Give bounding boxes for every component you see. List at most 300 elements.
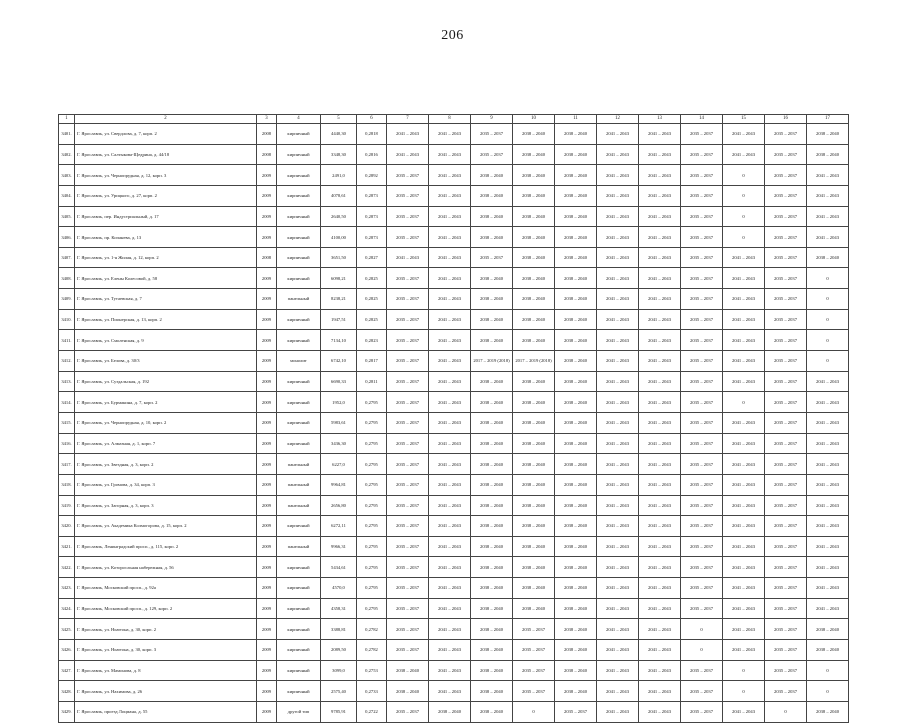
table-cell: 2041 – 2043 bbox=[807, 433, 849, 454]
table-cell: 2038 – 2040 bbox=[471, 598, 513, 619]
table-cell: 2009 bbox=[257, 165, 277, 186]
table-row bbox=[59, 247, 849, 268]
table-cell: 0,2795 bbox=[357, 578, 387, 599]
table-cell: 2035 – 2037 bbox=[513, 619, 555, 640]
table-cell: 3429. bbox=[59, 701, 75, 722]
table-cell: 0,2782 bbox=[357, 640, 387, 661]
table-cell: 2041 – 2043 bbox=[723, 578, 765, 599]
table-cell: 2035 – 2037 bbox=[765, 247, 807, 268]
table-cell: 2035 – 2037 bbox=[471, 247, 513, 268]
table-cell: кирпичный bbox=[277, 578, 321, 599]
table-cell: 2041 – 2043 bbox=[807, 371, 849, 392]
table-row bbox=[59, 474, 849, 495]
table-cell: 2035 – 2037 bbox=[765, 206, 807, 227]
table-cell: 3427. bbox=[59, 660, 75, 681]
table-cell: 0,2782 bbox=[357, 619, 387, 640]
table-cell: 2009 bbox=[257, 474, 277, 495]
table-cell: 2035 – 2037 bbox=[765, 144, 807, 165]
table-cell: 2009 bbox=[257, 392, 277, 413]
table-cell: 0,2795 bbox=[357, 433, 387, 454]
table-cell: 4100,00 bbox=[321, 227, 357, 248]
table-cell: 2035 – 2037 bbox=[681, 557, 723, 578]
table-cell: 2035 – 2037 bbox=[681, 268, 723, 289]
table-cell: 2041 – 2043 bbox=[639, 660, 681, 681]
table-cell: 0,2795 bbox=[357, 495, 387, 516]
column-header: 14 bbox=[681, 115, 723, 124]
table-cell: 2041 – 2043 bbox=[429, 371, 471, 392]
table-cell: 2041 – 2043 bbox=[429, 660, 471, 681]
table-cell: 2035 – 2037 bbox=[681, 206, 723, 227]
table-cell: 2041 – 2043 bbox=[387, 124, 429, 145]
column-header: 2 bbox=[75, 115, 257, 124]
table-cell: 3406. bbox=[59, 227, 75, 248]
table-cell: 2041 – 2043 bbox=[597, 598, 639, 619]
table-cell: 2008 bbox=[257, 144, 277, 165]
table-cell: 9964,81 bbox=[321, 474, 357, 495]
table-cell: 2038 – 2040 bbox=[513, 227, 555, 248]
table-cell: панельный bbox=[277, 495, 321, 516]
table-cell: 3418. bbox=[59, 474, 75, 495]
table-cell: 3425. bbox=[59, 619, 75, 640]
table-cell: 2038 – 2040 bbox=[513, 124, 555, 145]
table-cell: Г. Ярославль, ул. Салтыкова-Щедрина, д. 44/18 bbox=[75, 144, 257, 165]
table-cell: 2038 – 2040 bbox=[513, 433, 555, 454]
table-cell: 0,2811 bbox=[357, 371, 387, 392]
table-cell: 3421. bbox=[59, 536, 75, 557]
table-cell: 2089,50 bbox=[321, 640, 357, 661]
table-cell: 0,2795 bbox=[357, 598, 387, 619]
table-cell: 2041 – 2043 bbox=[639, 701, 681, 722]
table-cell: Г. Ярославль, ул. Ньютона, д. 30, корп. 2 bbox=[75, 619, 257, 640]
table-cell: 2038 – 2040 bbox=[555, 640, 597, 661]
table-cell: 0,2816 bbox=[357, 144, 387, 165]
table-cell: 2035 – 2037 bbox=[387, 185, 429, 206]
table-row bbox=[59, 330, 849, 351]
table-cell: 2041 – 2043 bbox=[639, 433, 681, 454]
table-cell: 2038 – 2040 bbox=[513, 268, 555, 289]
column-header: 10 bbox=[513, 115, 555, 124]
table-cell: 2035 – 2037 bbox=[681, 185, 723, 206]
table-cell: 3099,0 bbox=[321, 660, 357, 681]
table-cell: 6742,10 bbox=[321, 351, 357, 372]
table-cell: 2041 – 2043 bbox=[639, 495, 681, 516]
table-cell: 2575,40 bbox=[321, 681, 357, 702]
table-cell: 2035 – 2037 bbox=[387, 598, 429, 619]
table-cell: 2041 – 2043 bbox=[639, 371, 681, 392]
table-cell: 2038 – 2040 bbox=[513, 330, 555, 351]
table-cell: 2038 – 2040 bbox=[555, 433, 597, 454]
table-cell: Г. Ярославль, ул. Урицкого, д. 27, корп. 2 bbox=[75, 185, 257, 206]
table-cell: Г. Ярославль, Московский просп., д. 129, корп. 2 bbox=[75, 598, 257, 619]
table-cell: 2038 – 2040 bbox=[555, 227, 597, 248]
table-cell: 0 bbox=[807, 660, 849, 681]
table-cell: 2035 – 2037 bbox=[765, 185, 807, 206]
table-cell: 2035 – 2037 bbox=[513, 681, 555, 702]
table-cell: 2038 – 2040 bbox=[471, 309, 513, 330]
table-cell: 7134,10 bbox=[321, 330, 357, 351]
table-cell: 2035 – 2037 bbox=[387, 289, 429, 310]
table-cell: Г. Ярославль, Московский просп., д. 92а bbox=[75, 578, 257, 599]
table-cell: 2035 – 2037 bbox=[387, 495, 429, 516]
table-cell: 2038 – 2040 bbox=[555, 165, 597, 186]
table-cell: 2041 – 2043 bbox=[639, 412, 681, 433]
table-cell: 2009 bbox=[257, 268, 277, 289]
table-cell: 0 bbox=[723, 392, 765, 413]
table-cell: 2038 – 2040 bbox=[555, 206, 597, 227]
table-cell: кирпичный bbox=[277, 165, 321, 186]
table-cell: Г. Ярославль, ул. 1-я Жилая, д. 12, корп. 2 bbox=[75, 247, 257, 268]
table-cell: 2041 – 2043 bbox=[639, 474, 681, 495]
page-number: 206 bbox=[441, 28, 464, 43]
table-cell: панельный bbox=[277, 289, 321, 310]
table-row bbox=[59, 371, 849, 392]
table-row bbox=[59, 578, 849, 599]
table-cell: 4570,0 bbox=[321, 578, 357, 599]
table-cell: 2035 – 2037 bbox=[681, 701, 723, 722]
table-cell: кирпичный bbox=[277, 144, 321, 165]
table-cell: 2035 – 2037 bbox=[681, 165, 723, 186]
table-cell: 3422. bbox=[59, 557, 75, 578]
table-cell: 2009 bbox=[257, 681, 277, 702]
table-cell: кирпичный bbox=[277, 433, 321, 454]
table-cell: 0,2753 bbox=[357, 660, 387, 681]
table-cell: 0,2827 bbox=[357, 247, 387, 268]
table-cell: 2041 – 2043 bbox=[723, 412, 765, 433]
table-cell: 2041 – 2043 bbox=[807, 185, 849, 206]
table-cell: 2035 – 2037 bbox=[471, 144, 513, 165]
table-cell: Г. Ярославль, ул. Тутаевская, д. 7 bbox=[75, 289, 257, 310]
table-cell: 2035 – 2037 bbox=[387, 433, 429, 454]
table-cell: 6227,0 bbox=[321, 454, 357, 475]
table-cell: 2038 – 2040 bbox=[513, 557, 555, 578]
table-cell: 2038 – 2040 bbox=[555, 330, 597, 351]
table-cell: 2035 – 2037 bbox=[387, 640, 429, 661]
table-cell: 2041 – 2043 bbox=[429, 206, 471, 227]
table-cell: 2041 – 2043 bbox=[807, 227, 849, 248]
table-cell: 2038 – 2040 bbox=[555, 578, 597, 599]
table-row bbox=[59, 392, 849, 413]
table-cell: 0,2722 bbox=[357, 701, 387, 722]
table-row bbox=[59, 412, 849, 433]
table-cell: 2038 – 2040 bbox=[513, 144, 555, 165]
table-cell: 2041 – 2043 bbox=[639, 557, 681, 578]
table-cell: 3408. bbox=[59, 268, 75, 289]
table-row bbox=[59, 124, 849, 145]
table-cell: 2009 bbox=[257, 330, 277, 351]
table-cell: 2038 – 2040 bbox=[471, 516, 513, 537]
table-cell: 2038 – 2040 bbox=[807, 640, 849, 661]
table-cell: 5434,61 bbox=[321, 557, 357, 578]
table-cell: 2035 – 2037 bbox=[765, 371, 807, 392]
table-cell: 0 bbox=[807, 268, 849, 289]
table-cell: 2038 – 2040 bbox=[555, 124, 597, 145]
table-cell: 2009 bbox=[257, 495, 277, 516]
table-cell: 2041 – 2043 bbox=[723, 351, 765, 372]
table-cell: 4078,61 bbox=[321, 185, 357, 206]
table-cell: 2035 – 2037 bbox=[681, 309, 723, 330]
table-cell: 2038 – 2040 bbox=[807, 619, 849, 640]
table-cell: 0,2795 bbox=[357, 557, 387, 578]
table-cell: 2035 – 2037 bbox=[681, 536, 723, 557]
table-cell: 2009 bbox=[257, 185, 277, 206]
table-cell: 2035 – 2037 bbox=[765, 516, 807, 537]
table-cell: 2038 – 2040 bbox=[513, 309, 555, 330]
table-cell: 2035 – 2037 bbox=[765, 660, 807, 681]
table-cell: 0,2825 bbox=[357, 289, 387, 310]
table-cell: 2041 – 2043 bbox=[639, 247, 681, 268]
table-cell: 0 bbox=[513, 701, 555, 722]
table-cell: 0 bbox=[807, 351, 849, 372]
table-cell: 2035 – 2037 bbox=[387, 578, 429, 599]
table-cell: 2035 – 2037 bbox=[765, 412, 807, 433]
table-cell: 2035 – 2037 bbox=[681, 330, 723, 351]
table-cell: 3411. bbox=[59, 330, 75, 351]
table-cell: 2038 – 2040 bbox=[471, 268, 513, 289]
table-cell: кирпичный bbox=[277, 206, 321, 227]
table-cell: 2038 – 2040 bbox=[471, 578, 513, 599]
table-cell: 2035 – 2037 bbox=[765, 268, 807, 289]
table-cell: 2038 – 2040 bbox=[555, 660, 597, 681]
table-cell: 2035 – 2037 bbox=[681, 474, 723, 495]
table-cell: 2035 – 2037 bbox=[765, 495, 807, 516]
table-cell: кирпичный bbox=[277, 557, 321, 578]
table-cell: 0,2795 bbox=[357, 536, 387, 557]
table-cell: 2035 – 2037 bbox=[387, 516, 429, 537]
table-cell: 2035 – 2037 bbox=[387, 557, 429, 578]
table-cell: 2038 – 2040 bbox=[513, 392, 555, 413]
table-cell: 2009 bbox=[257, 371, 277, 392]
table-cell: кирпичный bbox=[277, 247, 321, 268]
table-cell: 2035 – 2037 bbox=[387, 330, 429, 351]
table-cell: 2038 – 2040 bbox=[471, 289, 513, 310]
table-cell: 0 bbox=[765, 701, 807, 722]
table-cell: 2038 – 2040 bbox=[513, 412, 555, 433]
table-body bbox=[59, 124, 849, 723]
table-cell: 2035 – 2037 bbox=[387, 412, 429, 433]
table-cell: 0 bbox=[681, 619, 723, 640]
table-cell: Г. Ярославль, ул. Бурмакина, д. 7, корп. 2 bbox=[75, 392, 257, 413]
table-cell: Г. Ярославль, ул. Громова, д. 34, корп. 3 bbox=[75, 474, 257, 495]
table-cell: 2041 – 2043 bbox=[429, 185, 471, 206]
table-cell: 2041 – 2043 bbox=[429, 392, 471, 413]
table-cell: Г. Ярославль, ул. Загорная, д. 3, корп. 3 bbox=[75, 495, 257, 516]
table-cell: 2038 – 2040 bbox=[387, 681, 429, 702]
table-cell: 2035 – 2037 bbox=[387, 227, 429, 248]
table-cell: 2009 bbox=[257, 598, 277, 619]
table-cell: 2038 – 2040 bbox=[513, 536, 555, 557]
table-cell: 2038 – 2040 bbox=[513, 578, 555, 599]
table-cell: 2038 – 2040 bbox=[471, 701, 513, 722]
table-cell: 2035 – 2037 bbox=[387, 206, 429, 227]
table-cell: 2041 – 2043 bbox=[597, 165, 639, 186]
table-cell: 3388,81 bbox=[321, 619, 357, 640]
table-cell: 2041 – 2043 bbox=[807, 516, 849, 537]
table-cell: 2038 – 2040 bbox=[471, 185, 513, 206]
table-cell: кирпичный bbox=[277, 640, 321, 661]
table-cell: 0,2795 bbox=[357, 474, 387, 495]
table-cell: 2041 – 2043 bbox=[723, 330, 765, 351]
table-cell: 2035 – 2037 bbox=[387, 165, 429, 186]
table-cell: 2041 – 2043 bbox=[597, 474, 639, 495]
table-cell: 2041 – 2043 bbox=[639, 578, 681, 599]
column-header: 4 bbox=[277, 115, 321, 124]
table-cell: 6690,33 bbox=[321, 371, 357, 392]
table-cell: 2041 – 2043 bbox=[597, 124, 639, 145]
table-cell: 2035 – 2037 bbox=[765, 227, 807, 248]
table-cell: Г. Ярославль, ул. Елены Колесовой, д. 58 bbox=[75, 268, 257, 289]
table-cell: 2041 – 2043 bbox=[807, 536, 849, 557]
table-cell: 2038 – 2040 bbox=[555, 454, 597, 475]
table-cell: 2035 – 2037 bbox=[681, 495, 723, 516]
table-cell: 2038 – 2040 bbox=[513, 371, 555, 392]
table-cell: 2009 bbox=[257, 433, 277, 454]
column-header: 13 bbox=[639, 115, 681, 124]
table-cell: 2035 – 2037 bbox=[765, 557, 807, 578]
table-cell: 2041 – 2043 bbox=[807, 412, 849, 433]
table-cell: 2041 – 2043 bbox=[597, 206, 639, 227]
table-cell: 0 bbox=[807, 309, 849, 330]
table-cell: 2041 – 2043 bbox=[597, 433, 639, 454]
table-cell: Г. Ярославль, пер. Индустриальный, д. 17 bbox=[75, 206, 257, 227]
table-cell: 2035 – 2037 bbox=[681, 144, 723, 165]
table-cell: 2038 – 2040 bbox=[555, 185, 597, 206]
table-cell: 3416. bbox=[59, 433, 75, 454]
table-cell: 2038 – 2040 bbox=[471, 536, 513, 557]
table-cell: 2038 – 2040 bbox=[555, 619, 597, 640]
table-cell: 2038 – 2040 bbox=[555, 536, 597, 557]
table-cell: 2041 – 2043 bbox=[387, 247, 429, 268]
table-cell: 2035 – 2037 bbox=[681, 371, 723, 392]
table-row bbox=[59, 227, 849, 248]
table-cell: 2041 – 2043 bbox=[639, 268, 681, 289]
table-cell: 0 bbox=[723, 185, 765, 206]
table-cell: Г. Ярославль, ул. Алмазная, д. 1, корп. 7 bbox=[75, 433, 257, 454]
table-cell: панельный bbox=[277, 474, 321, 495]
table-cell: кирпичный bbox=[277, 124, 321, 145]
table-cell: 3404. bbox=[59, 185, 75, 206]
table-cell: 2035 – 2037 bbox=[387, 536, 429, 557]
table-cell: 2640,50 bbox=[321, 206, 357, 227]
table-cell: 2038 – 2040 bbox=[471, 640, 513, 661]
table-cell: 2038 – 2040 bbox=[555, 268, 597, 289]
table-cell: 2038 – 2040 bbox=[807, 144, 849, 165]
table-cell: 2035 – 2037 bbox=[681, 247, 723, 268]
column-header: 15 bbox=[723, 115, 765, 124]
table-row bbox=[59, 268, 849, 289]
table-cell: 2041 – 2043 bbox=[597, 351, 639, 372]
table-cell: 2041 – 2043 bbox=[807, 495, 849, 516]
table-row bbox=[59, 660, 849, 681]
table-cell: 0,2825 bbox=[357, 268, 387, 289]
table-cell: 3407. bbox=[59, 247, 75, 268]
table-cell: 2035 – 2037 bbox=[765, 474, 807, 495]
table-cell: 3417. bbox=[59, 454, 75, 475]
table-cell: 2041 – 2043 bbox=[429, 433, 471, 454]
table-cell: 0,2818 bbox=[357, 124, 387, 145]
table-cell: 2038 – 2040 bbox=[471, 619, 513, 640]
table-row bbox=[59, 598, 849, 619]
table-cell: 2041 – 2043 bbox=[639, 392, 681, 413]
table-cell: 2035 – 2037 bbox=[681, 578, 723, 599]
table-cell: 8238,21 bbox=[321, 289, 357, 310]
table-cell: 2035 – 2037 bbox=[387, 474, 429, 495]
table-cell: 2041 – 2043 bbox=[807, 206, 849, 227]
table-cell: Г. Ярославль, ул. Свердлова, д. 7, корп. 2 bbox=[75, 124, 257, 145]
table-cell: 2038 – 2040 bbox=[555, 247, 597, 268]
table-cell: 4440,30 bbox=[321, 124, 357, 145]
table-cell: 2038 – 2040 bbox=[555, 309, 597, 330]
table-cell: 2038 – 2040 bbox=[471, 660, 513, 681]
table-cell: Г. Ярославль, ул. Мамонова, д. 8 bbox=[75, 660, 257, 681]
table-cell: 2035 – 2037 bbox=[681, 681, 723, 702]
table-row bbox=[59, 701, 849, 722]
table-cell: 0 bbox=[807, 289, 849, 310]
table-cell: 2656,80 bbox=[321, 495, 357, 516]
table-cell: 2038 – 2040 bbox=[513, 454, 555, 475]
table-cell: 2038 – 2040 bbox=[555, 371, 597, 392]
table-cell: 2041 – 2043 bbox=[429, 289, 471, 310]
table-cell: 2035 – 2037 bbox=[681, 289, 723, 310]
table-cell: 2041 – 2043 bbox=[597, 495, 639, 516]
table-cell: 2038 – 2040 bbox=[513, 185, 555, 206]
table-cell: 3409. bbox=[59, 289, 75, 310]
table-cell: 2041 – 2043 bbox=[639, 598, 681, 619]
table-cell: 2009 bbox=[257, 536, 277, 557]
table-cell: 2008 bbox=[257, 247, 277, 268]
table-cell: 2041 – 2043 bbox=[597, 185, 639, 206]
table-cell: 2009 bbox=[257, 289, 277, 310]
table-cell: 2038 – 2040 bbox=[555, 289, 597, 310]
table-cell: 2035 – 2037 bbox=[765, 165, 807, 186]
table-cell: 0 bbox=[807, 330, 849, 351]
table-cell: 2041 – 2043 bbox=[723, 598, 765, 619]
table-cell: 2041 – 2043 bbox=[597, 578, 639, 599]
table-cell: 2041 – 2043 bbox=[429, 330, 471, 351]
table-cell: 2035 – 2037 bbox=[513, 660, 555, 681]
table-cell: 2041 – 2043 bbox=[429, 124, 471, 145]
table-cell: 2041 – 2043 bbox=[807, 598, 849, 619]
table-cell: 5983,61 bbox=[321, 412, 357, 433]
table-cell: Г. Ярославль, ул. Которосльная набережная, д. 56 bbox=[75, 557, 257, 578]
table-cell: 3405. bbox=[59, 206, 75, 227]
table-cell: кирпичный bbox=[277, 227, 321, 248]
table-cell: 2041 – 2043 bbox=[387, 144, 429, 165]
table-cell: 2041 – 2043 bbox=[429, 557, 471, 578]
table-cell: 2038 – 2040 bbox=[807, 124, 849, 145]
table-cell: 2041 – 2043 bbox=[429, 165, 471, 186]
table-cell: 2041 – 2043 bbox=[597, 640, 639, 661]
table-cell: 2035 – 2037 bbox=[765, 578, 807, 599]
table-cell: Г. Ярославль, ул. Чернопрудная, д. 10, корп. 2 bbox=[75, 412, 257, 433]
table-cell: 2041 – 2043 bbox=[597, 247, 639, 268]
table-cell: 2041 – 2043 bbox=[429, 268, 471, 289]
housing-register-table bbox=[58, 114, 849, 723]
table-cell: Г. Ярославль, пр. Копанева, д. 13 bbox=[75, 227, 257, 248]
table-cell: 2017 – 2019 (2018) bbox=[471, 351, 513, 372]
table-cell: 2009 bbox=[257, 660, 277, 681]
table-cell: 2035 – 2037 bbox=[387, 392, 429, 413]
column-header: 12 bbox=[597, 115, 639, 124]
table-cell: 3420. bbox=[59, 516, 75, 537]
table-cell: 2035 – 2037 bbox=[765, 309, 807, 330]
table-cell: панельный bbox=[277, 454, 321, 475]
table-cell: 2035 – 2037 bbox=[387, 268, 429, 289]
table-cell: 0,2795 bbox=[357, 454, 387, 475]
table-row bbox=[59, 640, 849, 661]
table-cell: 2041 – 2043 bbox=[429, 681, 471, 702]
table-cell: кирпичный bbox=[277, 330, 321, 351]
column-header: 1 bbox=[59, 115, 75, 124]
